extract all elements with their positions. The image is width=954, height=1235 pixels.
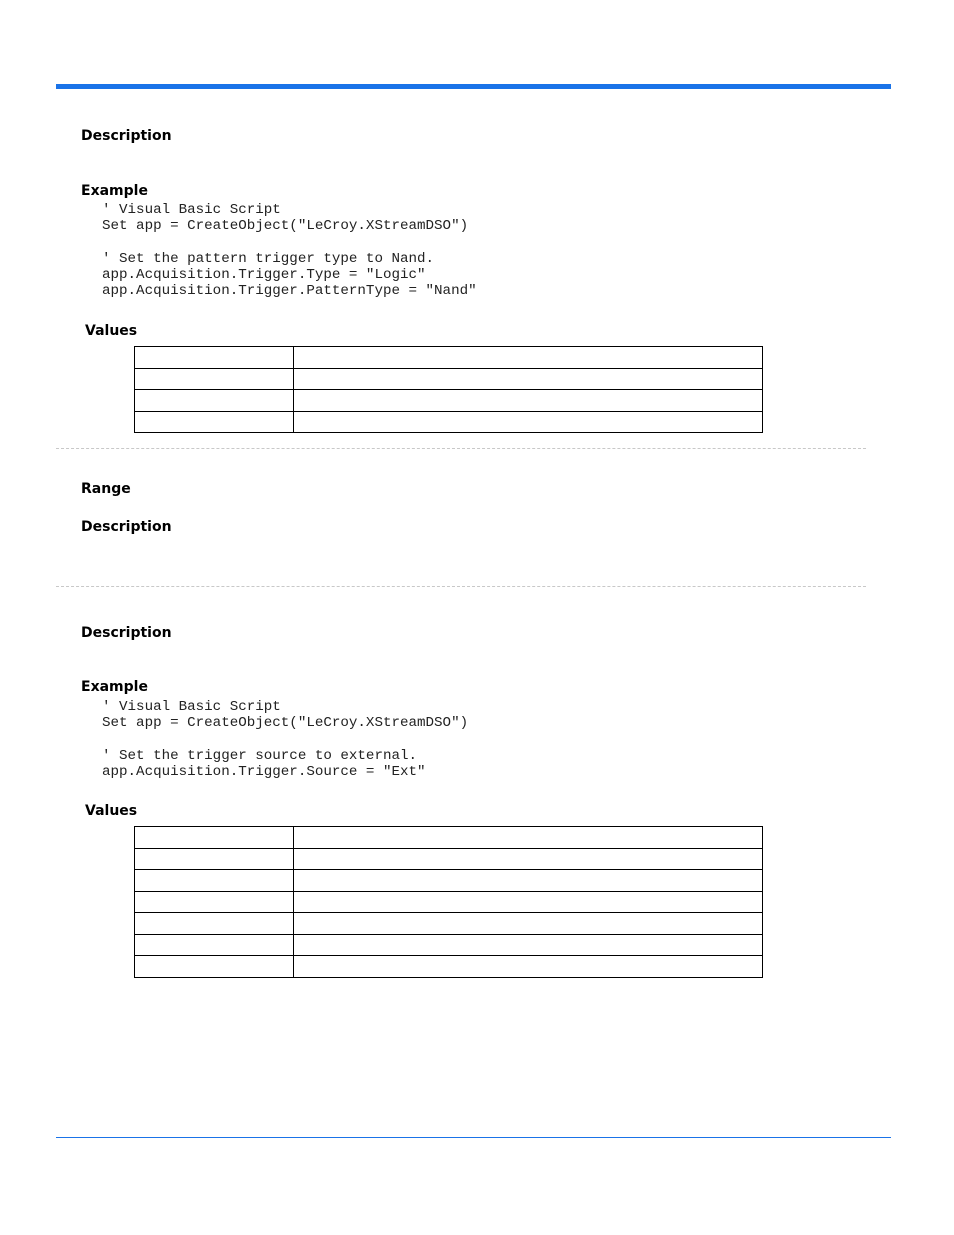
code-line: ' Set the pattern trigger type to Nand.	[102, 250, 435, 267]
table-cell	[135, 347, 294, 369]
table-row	[135, 848, 763, 870]
code-line: app.Acquisition.Trigger.PatternType = "Nand"	[102, 283, 477, 300]
table-cell	[135, 956, 294, 978]
table-cell	[294, 870, 763, 892]
table-row	[135, 368, 763, 390]
table-row	[135, 913, 763, 935]
table-cell	[135, 934, 294, 956]
table-cell	[135, 390, 294, 412]
table-cell	[294, 913, 763, 935]
code-line: app.Acquisition.Trigger.Source = "Ext"	[102, 764, 426, 781]
section1-values-heading: Values	[85, 323, 138, 339]
section3-code-block	[102, 699, 468, 780]
table-cell	[294, 347, 763, 369]
table-row	[135, 891, 763, 913]
table-cell	[135, 870, 294, 892]
table-cell	[294, 368, 763, 390]
section3-values-heading: Values	[85, 803, 138, 819]
table-cell	[294, 411, 763, 433]
table-cell	[135, 848, 294, 870]
table-cell	[294, 891, 763, 913]
section1-example-heading: Example	[81, 183, 148, 199]
code-line: Set app = CreateObject("LeCroy.XStreamDSO")	[102, 715, 469, 732]
table-cell	[135, 368, 294, 390]
table-cell	[294, 934, 763, 956]
table-cell	[294, 848, 763, 870]
section-divider	[56, 448, 866, 449]
section2-description-heading: Description	[81, 519, 172, 535]
section3-description-heading: Description	[81, 625, 172, 641]
section1-code-block	[102, 202, 477, 300]
table-cell	[135, 827, 294, 849]
section1-description-heading: Description	[81, 128, 172, 144]
section2-range-heading: Range	[81, 481, 131, 497]
table-row	[135, 827, 763, 849]
section3-values-table	[134, 826, 763, 978]
code-line: ' Visual Basic Script	[102, 202, 281, 218]
table-cell	[135, 891, 294, 913]
code-line: app.Acquisition.Trigger.Type = "Logic"	[102, 267, 426, 284]
section3-example-heading: Example	[81, 679, 148, 695]
table-row	[135, 390, 763, 412]
code-line: Set app = CreateObject("LeCroy.XStreamDSO")	[102, 218, 469, 235]
table-row	[135, 870, 763, 892]
table-cell	[294, 956, 763, 978]
section1-values-table	[134, 346, 763, 433]
footer-rule	[56, 1137, 891, 1138]
table-cell	[135, 913, 294, 935]
table-row	[135, 347, 763, 369]
table-cell	[294, 827, 763, 849]
code-line: ' Set the trigger source to external.	[102, 747, 418, 764]
table-cell	[135, 411, 294, 433]
table-row	[135, 411, 763, 433]
section-divider	[56, 586, 866, 587]
table-row	[135, 934, 763, 956]
table-row	[135, 956, 763, 978]
code-line: ' Visual Basic Script	[102, 699, 281, 715]
header-rule	[56, 84, 891, 89]
table-cell	[294, 390, 763, 412]
